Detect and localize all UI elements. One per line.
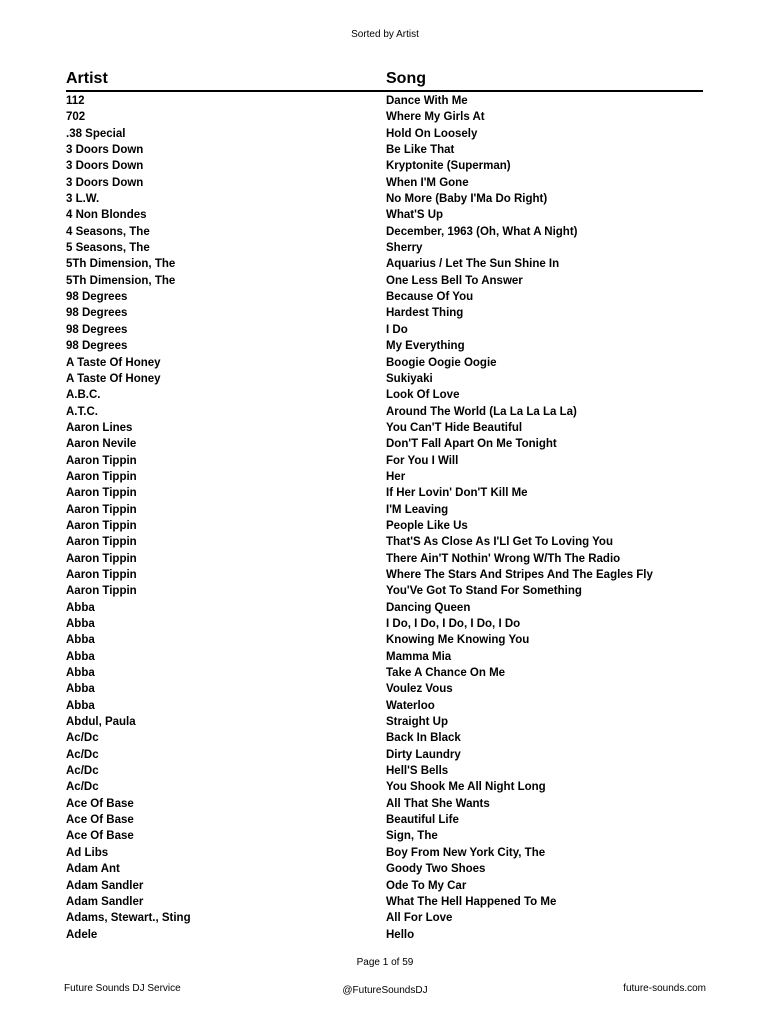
list-item [66, 110, 706, 126]
song-title: Hell'S Bells [386, 765, 449, 778]
song-title: Knowing Me Knowing You [386, 634, 530, 647]
list-item [66, 437, 706, 453]
artist-name: Ac/Dc [66, 765, 99, 778]
song-title: For You I Will [386, 454, 459, 467]
artist-name: Abba [66, 601, 95, 614]
song-title: Kryptonite (Superman) [386, 160, 511, 173]
song-title: Mamma Mia [386, 650, 452, 663]
song-title: Where The Stars And Stripes And The Eagles Fly [386, 568, 653, 581]
artist-name: Abdul, Paula [66, 716, 136, 729]
artist-column-header: Artist [66, 70, 108, 87]
artist-name: Abba [66, 618, 95, 630]
artist-name: 98 Degrees [66, 307, 128, 320]
song-title: All For Love [386, 912, 453, 925]
song-title: If Her Lovin' Don'T Kill Me [386, 487, 528, 500]
list-item [66, 748, 706, 764]
song-title: Look Of Love [386, 389, 460, 402]
list-item [66, 503, 706, 519]
list-item [66, 339, 706, 355]
list-item [66, 486, 706, 502]
list-item [66, 617, 706, 633]
page-number: Page 1 of 59 [356, 957, 414, 968]
song-title: Around The World (La La La La La) [386, 405, 577, 418]
song-title: You Shook Me All Night Long [386, 781, 546, 794]
song-title: Hold On Loosely [386, 127, 478, 140]
song-title: Ode To My Car [386, 879, 467, 892]
song-title: Goody Two Shoes [386, 863, 486, 876]
artist-name: 98 Degrees [66, 323, 128, 336]
list-item [66, 535, 706, 551]
song-title: Sherry [386, 242, 423, 255]
song-title: What'S Up [386, 209, 444, 222]
artist-name: Ad Libs [66, 846, 109, 859]
artist-name: A Taste Of Honey [66, 372, 161, 385]
artist-name: 702 [66, 111, 86, 124]
list-item [66, 421, 706, 437]
song-title: Waterloo [386, 699, 435, 712]
song-title: Her [386, 470, 406, 483]
list-item [66, 797, 706, 813]
artist-name: Aaron Tippin [66, 519, 137, 532]
list-item [66, 257, 706, 273]
song-title: You'Ve Got To Stand For Something [386, 585, 582, 598]
artist-name: Abba [66, 634, 95, 647]
artist-name: Aaron Tippin [66, 503, 137, 516]
artist-name: 98 Degrees [66, 340, 128, 353]
song-column-header: Song [386, 70, 426, 87]
song-title: There Ain'T Nothin' Wrong W/Th The Radio [386, 552, 621, 565]
list-item [66, 454, 706, 470]
list-item [66, 323, 706, 339]
list-item [66, 829, 706, 845]
song-title: I Do, I Do, I Do, I Do, I Do [386, 618, 521, 630]
footer-company: Future Sounds DJ Service [64, 983, 181, 994]
list-item [66, 699, 706, 715]
artist-name: 3 L.W. [66, 193, 100, 206]
song-title: What The Hell Happened To Me [386, 895, 557, 908]
song-title: All That She Wants [386, 797, 490, 810]
list-item [66, 764, 706, 780]
list-item [66, 601, 706, 617]
song-title: No More (Baby I'Ma Do Right) [386, 193, 548, 206]
artist-name: Ace Of Base [66, 814, 134, 827]
song-title: I Do [386, 323, 408, 336]
artist-name: Abba [66, 650, 95, 663]
list-item [66, 94, 706, 110]
list-item [66, 846, 706, 862]
list-item [66, 143, 706, 159]
artist-name: Aaron Nevile [66, 438, 137, 451]
list-item [66, 633, 706, 649]
list-item [66, 584, 706, 600]
song-list [66, 94, 706, 944]
song-title: Hardest Thing [386, 307, 464, 320]
artist-name: 112 [66, 95, 85, 107]
song-title: You Can'T Hide Beautiful [386, 421, 523, 434]
artist-name: 5Th Dimension, The [66, 274, 176, 287]
artist-name: 5 Seasons, The [66, 242, 150, 255]
song-title: Back In Black [386, 732, 461, 745]
list-item [66, 731, 706, 747]
list-item [66, 780, 706, 796]
footer-handle: @FutureSoundsDJ [342, 985, 428, 996]
list-item [66, 290, 706, 306]
list-item [66, 356, 706, 372]
artist-name: Ac/Dc [66, 781, 99, 794]
list-item [66, 274, 706, 290]
list-item [66, 176, 706, 192]
list-item [66, 650, 706, 666]
song-title: Boogie Oogie Oogie [386, 356, 497, 369]
song-title: When I'M Gone [386, 176, 469, 189]
artist-name: 3 Doors Down [66, 160, 144, 173]
song-title: Boy From New York City, The [386, 846, 546, 859]
artist-name: 4 Seasons, The [66, 225, 150, 238]
artist-name: Aaron Tippin [66, 552, 137, 565]
artist-name: Adele [66, 928, 98, 941]
list-item [66, 879, 706, 895]
artist-name: Aaron Tippin [66, 470, 137, 483]
artist-name: Aaron Lines [66, 421, 133, 434]
song-title: Dance With Me [386, 95, 468, 107]
list-item [66, 241, 706, 257]
artist-name: 98 Degrees [66, 291, 128, 304]
song-title: People Like Us [386, 519, 468, 532]
artist-name: Adams, Stewart., Sting [66, 912, 191, 925]
song-title: My Everything [386, 340, 465, 353]
song-title: Hello [386, 928, 415, 941]
artist-name: .38 Special [66, 127, 126, 140]
song-title: Be Like That [386, 144, 455, 157]
list-item [66, 470, 706, 486]
song-title: Dancing Queen [386, 601, 471, 614]
list-item [66, 127, 706, 143]
list-item [66, 552, 706, 568]
list-item [66, 192, 706, 208]
list-item [66, 911, 706, 927]
song-title: December, 1963 (Oh, What A Night) [386, 225, 578, 238]
list-item [66, 895, 706, 911]
list-item [66, 159, 706, 175]
song-title: Voulez Vous [386, 683, 453, 696]
column-headers [66, 68, 703, 92]
artist-name: Adam Sandler [66, 895, 144, 908]
song-title: Where My Girls At [386, 111, 485, 124]
footer-website: future-sounds.com [623, 983, 706, 994]
list-item [66, 928, 706, 944]
artist-name: A Taste Of Honey [66, 356, 161, 369]
list-item [66, 715, 706, 731]
artist-name: Aaron Tippin [66, 536, 137, 549]
song-title: Dirty Laundry [386, 748, 461, 761]
artist-name: Adam Sandler [66, 879, 144, 892]
list-item [66, 813, 706, 829]
list-item [66, 862, 706, 878]
list-item [66, 568, 706, 584]
artist-name: 5Th Dimension, The [66, 258, 176, 271]
list-item [66, 519, 706, 535]
list-item [66, 388, 706, 404]
song-title: Straight Up [386, 716, 448, 729]
artist-name: Ac/Dc [66, 748, 99, 761]
list-item [66, 405, 706, 421]
artist-name: Ac/Dc [66, 732, 99, 745]
song-title: I'M Leaving [386, 503, 449, 516]
list-item [66, 306, 706, 322]
list-item [66, 225, 706, 241]
song-title: Take A Chance On Me [386, 667, 506, 680]
artist-name: Aaron Tippin [66, 568, 137, 581]
song-title: Beautiful Life [386, 814, 459, 827]
artist-name: A.B.C. [66, 389, 101, 402]
artist-name: Abba [66, 683, 95, 696]
list-item [66, 666, 706, 682]
song-title: Because Of You [386, 291, 474, 304]
artist-name: 3 Doors Down [66, 144, 144, 157]
song-title: Sukiyaki [386, 372, 433, 385]
artist-name: Aaron Tippin [66, 454, 137, 467]
song-title: Aquarius / Let The Sun Shine In [386, 258, 560, 271]
list-item [66, 682, 706, 698]
artist-name: Ace Of Base [66, 830, 134, 843]
song-title: Don'T Fall Apart On Me Tonight [386, 438, 557, 451]
artist-name: 4 Non Blondes [66, 209, 147, 222]
artist-name: Adam Ant [66, 863, 120, 876]
artist-name: Abba [66, 667, 95, 680]
song-title: One Less Bell To Answer [386, 274, 523, 287]
list-item [66, 372, 706, 388]
page-header: Sorted by Artist [351, 29, 419, 40]
artist-name: Aaron Tippin [66, 585, 137, 598]
artist-name: Ace Of Base [66, 797, 134, 810]
list-item [66, 208, 706, 224]
artist-name: Aaron Tippin [66, 487, 137, 500]
song-title: That'S As Close As I'Ll Get To Loving You [386, 536, 613, 549]
song-title: Sign, The [386, 830, 438, 843]
artist-name: 3 Doors Down [66, 176, 144, 189]
artist-name: A.T.C. [66, 405, 98, 418]
artist-name: Abba [66, 699, 95, 712]
